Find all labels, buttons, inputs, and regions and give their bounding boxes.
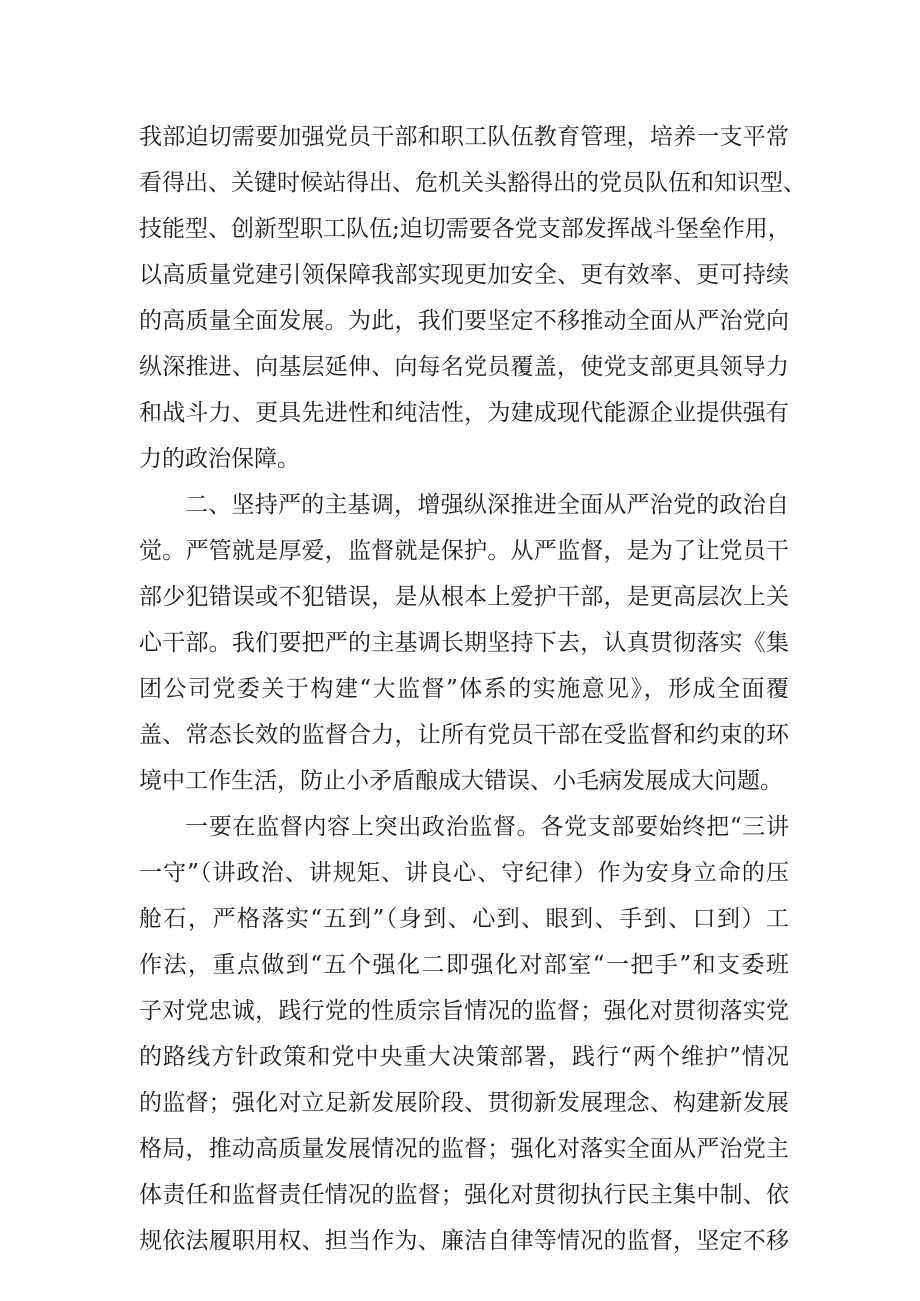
text-line: 力的政治保障。 [139,446,300,472]
text-line: 的监督；强化对立足新发展阶段、贯彻新发展理念、构建新发展 [139,1090,789,1116]
text-line: 以高质量党建引领保障我部实现更加安全、更有效率、更可持续 [139,262,789,288]
text-line: 盖、常态长效的监督合力，让所有党员干部在受监督和约束的环 [139,722,789,748]
text-line: 一守”（讲政治、讲规矩、讲良心、守纪律）作为安身立命的压 [139,860,789,886]
text-line: 觉。严管就是厚爱，监督就是保护。从严监督，是为了让党员干 [139,538,789,564]
text-line: 和战斗力、更具先进性和纯洁性，为建成现代能源企业提供强有 [139,400,789,426]
text-line: 的路线方针政策和党中央重大决策部署，践行“两个维护”情况 [139,1044,789,1070]
text-line: 体责任和监督责任情况的监督；强化对贯彻执行民主集中制、依 [139,1182,789,1208]
text-line: 部少犯错误或不犯错误，是从根本上爱护干部，是更高层次上关 [139,584,789,610]
text-line: 团公司党委关于构建“大监督”体系的实施意见》，形成全面覆 [139,676,789,702]
paragraph-first-line: 一要在监督内容上突出政治监督。各党支部要始终把“三讲 [185,814,789,840]
text-line: 规依法履职用权、担当作为、廉洁自律等情况的监督，坚定不移 [139,1228,789,1254]
text-line: 我部迫切需要加强党员干部和职工队伍教育管理，培养一支平常 [139,124,789,150]
text-line: 格局，推动高质量发展情况的监督；强化对落实全面从严治党主 [139,1136,789,1162]
text-line: 作法，重点做到“五个强化二即强化对部室“一把手”和支委班 [139,952,789,978]
text-line: 看得出、关键时候站得出、危机关头豁得出的党员队伍和知识型、 [139,170,806,196]
section-heading-line: 二、坚持严的主基调，增强纵深推进全面从严治党的政治自 [185,492,789,518]
text-line: 纵深推进、向基层延伸、向每名党员覆盖，使党支部更具领导力 [139,354,789,380]
text-line: 的高质量全面发展。为此，我们要坚定不移推动全面从严治党向 [139,308,789,334]
text-line: 子对党忠诚，践行党的性质宗旨情况的监督；强化对贯彻落实党 [139,998,789,1024]
text-line: 境中工作生活，防止小矛盾酿成大错误、小毛病发展成大问题。 [139,768,783,794]
text-line: 舱石，严格落实“五到”（身到、心到、眼到、手到、口到）工 [139,906,789,932]
text-line: 技能型、创新型职工队伍;迫切需要各党支部发挥战斗堡垒作用， [139,216,791,242]
text-line: 心干部。我们要把严的主基调长期坚持下去，认真贯彻落实《集 [139,630,789,656]
